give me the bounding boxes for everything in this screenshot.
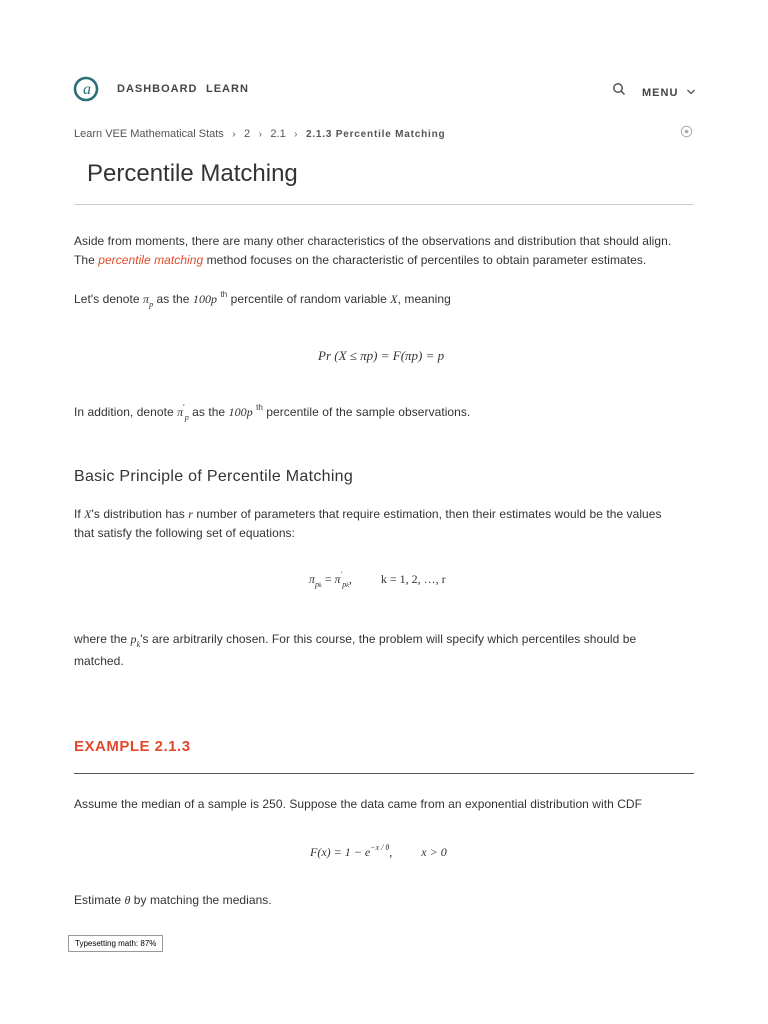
intro-text: The (74, 253, 99, 267)
math-100p: 100p (192, 292, 218, 306)
breadcrumb-item[interactable]: 2 (244, 128, 251, 140)
breadcrumb-separator: › (294, 129, 298, 140)
nav-dashboard[interactable]: DASHBOARD (117, 83, 198, 95)
comma: , (389, 845, 393, 859)
math-p: p (130, 632, 137, 646)
breadcrumb-item[interactable]: 2.1 (270, 128, 286, 140)
equation-system (309, 572, 446, 587)
breadcrumb-item[interactable]: Learn VEE Mathematical Stats (74, 128, 224, 140)
logo[interactable] (73, 75, 99, 103)
math-pi: π (309, 572, 316, 586)
menu-label: MENU (642, 87, 679, 99)
math-pi: π (143, 292, 150, 306)
denote-text: percentile of random variable (227, 292, 391, 306)
math-100p: 100p (228, 405, 253, 419)
example-divider (74, 773, 694, 774)
principle-paragraph (74, 505, 714, 543)
example-line-1: Assume the median of a sample is 250. Suppose the data came from an exponential distribution with CDF (74, 797, 643, 811)
title-divider (74, 204, 694, 205)
menu-button[interactable] (642, 83, 696, 97)
denote-text: , meaning (397, 292, 451, 306)
intro-text: method focuses on the characteristic of percentiles to obtain parameter estimates. (203, 253, 647, 267)
nav-learn[interactable]: LEARN (206, 83, 249, 95)
breadcrumb (74, 124, 445, 142)
where-line-1 (74, 630, 714, 650)
breadcrumb-separator: › (232, 129, 236, 140)
where-text: 's are arbitrarily chosen. For this course, the problem will specify which percentiles should be (140, 632, 637, 646)
principle-text: 's distribution has (91, 507, 189, 521)
math-r: r (188, 507, 193, 521)
estimate-paragraph (74, 891, 272, 910)
principle-text: If (74, 507, 85, 521)
principle-text: number of parameters that require estimation, then their estimates would be the values (192, 507, 662, 521)
principle-line-1 (74, 505, 714, 524)
math-sub-k: k (136, 640, 141, 649)
estimate-text: Estimate (74, 893, 125, 907)
intro-line-2 (74, 251, 714, 270)
prime-mark: ′ (340, 570, 343, 579)
search-button[interactable] (612, 82, 626, 96)
breadcrumb-end-button[interactable] (680, 125, 693, 138)
breadcrumb-current: 2.1.3 Percentile Matching (305, 129, 446, 140)
svg-text:a: a (83, 81, 91, 98)
math-x: X (84, 507, 92, 521)
denote-text: Let's denote (74, 292, 143, 306)
equation-k-range: k = 1, 2, …, r (380, 572, 446, 586)
logo-icon (73, 75, 99, 103)
breadcrumb-separator: › (258, 129, 262, 140)
equals-sign: = (324, 572, 335, 586)
estimate-text: by matching the medians. (130, 893, 272, 907)
math-sub-pk: pk (342, 580, 349, 589)
cdf-expression: F(x) = 1 − e (310, 845, 371, 859)
prime-mark: ′ (183, 403, 185, 412)
math-th: th (220, 290, 228, 299)
math-theta: θ (124, 893, 131, 907)
intro-line-1: Aside from moments, there are many other characteristics of the observations and distribution that should align. (74, 234, 672, 248)
addition-text: as the (188, 405, 229, 419)
math-pi: π (334, 572, 341, 586)
math-th: th (256, 403, 263, 412)
percentile-matching-link[interactable]: percentile matching (98, 253, 204, 267)
where-paragraph (74, 630, 714, 671)
math-sub-pk: pk (315, 580, 322, 589)
math-pi: π (177, 405, 184, 419)
where-text: where the (74, 632, 131, 646)
intro-paragraph (74, 232, 714, 270)
equation-percentile: Pr (X ≤ πp) = F(πp) = p (318, 348, 445, 363)
math-x: X (390, 292, 398, 306)
math-sub-p: p (149, 300, 154, 309)
section-heading: Basic Principle of Percentile Matching (74, 468, 354, 485)
example-title: EXAMPLE 2.1.3 (74, 738, 191, 755)
principle-line-2: that satisfy the following set of equations: (74, 526, 295, 540)
typesetting-status: Typesetting math: 87% (68, 935, 163, 952)
denote-text: as the (153, 292, 193, 306)
close-circle-icon (680, 125, 693, 138)
cdf-exponent: −x / θ (370, 843, 390, 852)
equation-cdf (310, 845, 447, 860)
where-line-2: matched. (74, 654, 124, 668)
addition-text: percentile of the sample observations. (262, 405, 471, 419)
cdf-condition: x > 0 (421, 845, 447, 859)
chevron-down-icon (686, 88, 696, 96)
addition-paragraph (74, 403, 470, 423)
search-icon (612, 82, 626, 96)
denote-paragraph (74, 290, 451, 310)
math-sub-p: p (184, 413, 189, 422)
addition-text: In addition, denote (74, 405, 178, 419)
page-title: Percentile Matching (87, 160, 298, 187)
comma: , (348, 572, 352, 586)
